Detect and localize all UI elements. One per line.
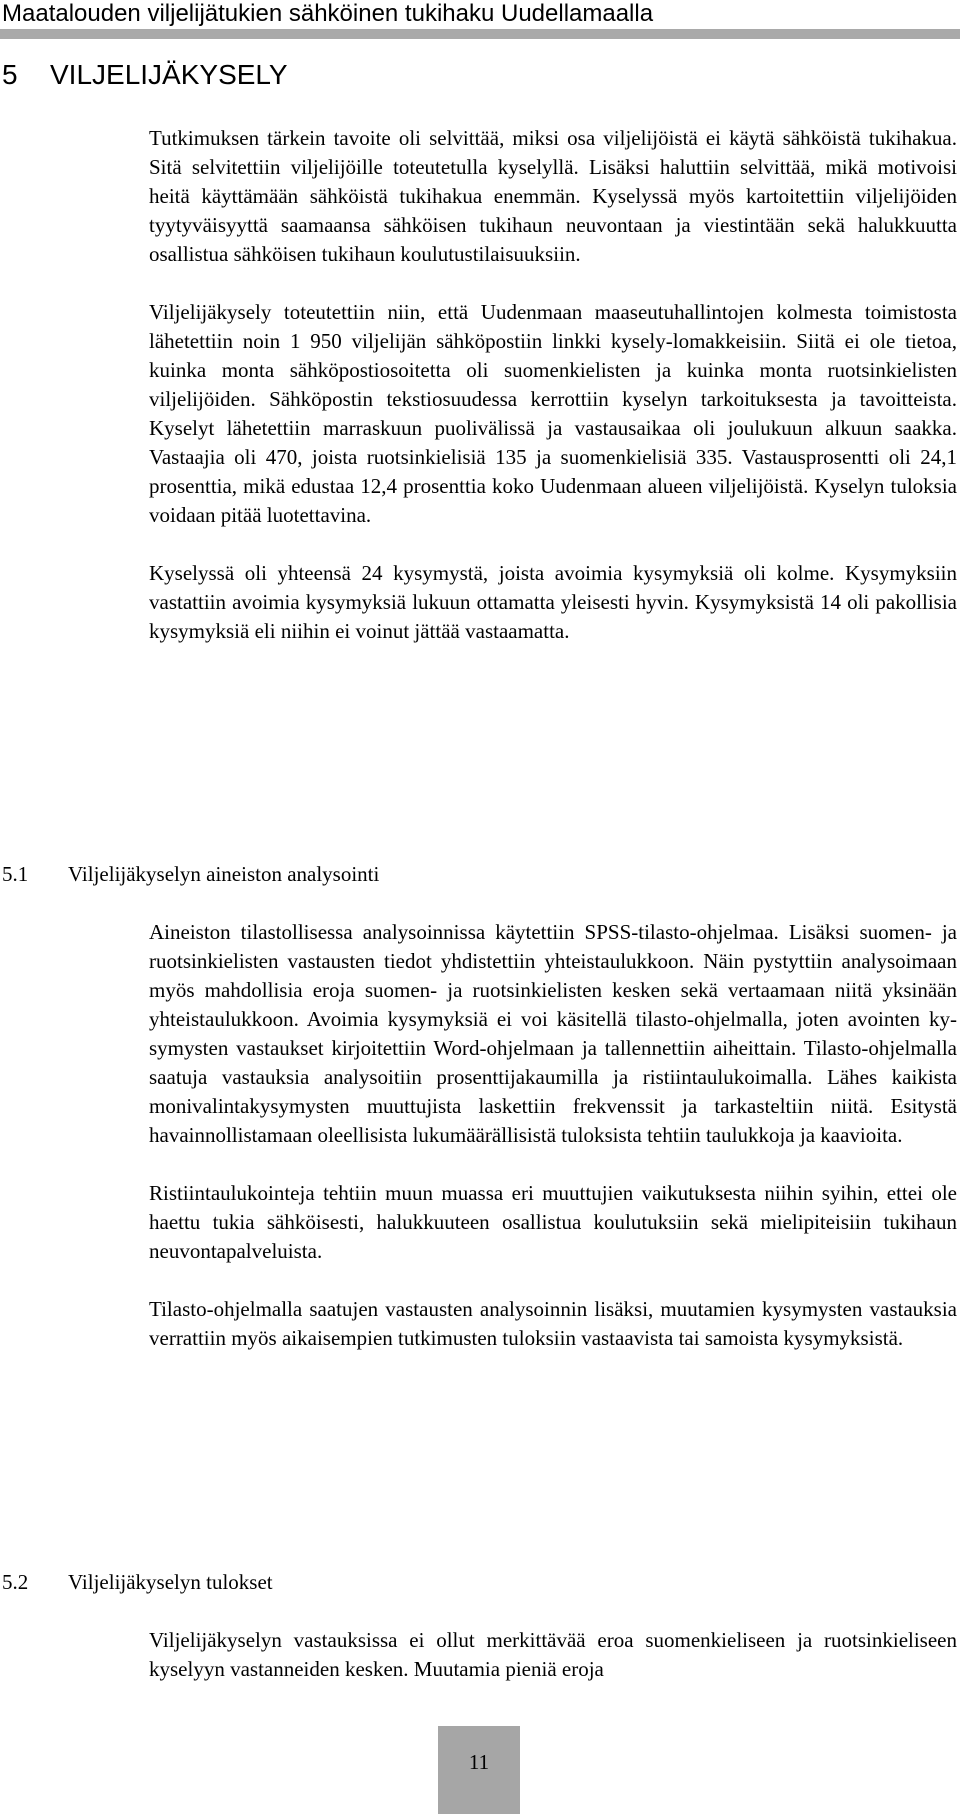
section-title: Viljelijäkyselyn aineiston analysointi xyxy=(68,862,380,886)
paragraph: Viljelijäkysely toteutettiin niin, että Uudenmaan maaseutuhallintojen kolmesta toimistosta lähetettiin noin 1 950 viljelijän sähköpostiin linkki kysely-lomakkeisiin. Siitä ei ole tietoa, kuinka monta sähköpostiosoitetta oli suomenkielisten ja kuinka monta ruotsinkielisten viljelijöiden. Sähköpostin tekstiosuudessa kerrottiin kyselyn tarkoituksesta ja tavoitteista. Kyselyt lähetettiin marraskuun puolivälissä ja vastausaikaa oli joulukuun alkuun saakka. Vastaajia oli 470, joista ruotsinkielisiä 135 ja suomenkielisiä 335. Vastausprosentti oli 24,1 prosenttia, mikä edustaa 12,4 prosenttia koko Uudenmaan alueen viljelijöistä. Kyselyn tuloksia voidaan pitää luotettavina. xyxy=(149,300,957,527)
paragraph: Kyselyssä oli yhteensä 24 kysymystä, joista avoimia kysymyksiä oli kolme. Kysymyksiin vastattiin avoimia kysymyksiä lukuun ottamatta yleisesti hyvin. Kysymyksistä 14 oli pakollisia kysymyksiä eli niihin ei voinut jättää vastaamatta. xyxy=(149,561,957,643)
paragraph: Ristiintaulukointeja tehtiin muun muassa eri muuttujien vaikutuksesta niihin syihin, ettei ole haettu tukia sähköisesti, halukkuuteen osallistua koulutuksiin sekä mielipiteisiin tukihaun neuvontapalveluista. xyxy=(149,1181,957,1263)
paragraph: Tilasto-ohjelmalla saatujen vastausten analysoinnin lisäksi, muutamien kysymysten vastauksia verrattiin myös aikaisempien tutkimusten tuloksiin vastaavista tai samoista kysymyksistä. xyxy=(149,1297,957,1350)
paragraph: Tutkimuksen tärkein tavoite oli selvittää, miksi osa viljelijöistä ei käytä sähköistä tukihakua. Sitä selvitettiin viljelijöille toteutetulla kyselyllä. Lisäksi haluttiin selvittää, mikä motivoisi heitä käyttämään sähköistä tukihakua enemmän. Kyselyssä myös kartoitettiin viljelijöiden tyytyväisyyttä saamaansa sähköisen tukihaun neuvontaan ja viestintään sekä halukkuutta osallistua sähköisen tukihaun koulutustilaisuuksiin. xyxy=(149,126,957,266)
section-number: 5.2 xyxy=(2,1570,29,1594)
chapter-title: VILJELIJÄKYSELY xyxy=(50,59,288,90)
page-number-box xyxy=(438,1726,520,1814)
chapter-intro xyxy=(149,124,957,646)
chapter-heading xyxy=(2,58,288,92)
section-heading-5-1 xyxy=(2,860,379,889)
header-rule xyxy=(0,29,960,39)
section-title: Viljelijäkyselyn tulokset xyxy=(68,1570,273,1594)
section-heading-5-2 xyxy=(2,1568,273,1597)
paragraph: Aineiston tilastollisessa analysoinnissa käytettiin SPSS-tilasto-ohjelmaa. Lisäksi suomen- ja ruotsinkielisten vastausten tiedot yhdistettiin yhteistaulukkoon. Näin pystyttiin analysoimaan myös mahdollisia eroja suomen- ja ruotsinkielisten kesken sekä vertaamaan niitä yksinään yhteistaulukkoon. Avoimia kysymyksiä ei voi käsitellä tilasto-ohjelmalla, joten avointen kysymysten vastaukset kirjoitettiin Word-ohjelmaan ja tallennettiin aiheittain. Tilasto-ohjelmalla saatuja vastauksia analysoitiin prosenttijakaumilla ja ristiintaulukoimalla. Lähes kaikista monivalintakysymysten muuttujista laskettiin frekvenssit ja tarkasteltiin niitä. Esitystä havainnollistamaan oleellisista lukumäärällisistä tuloksista tehtiin taulukkoja ja kaavioita. xyxy=(149,920,957,1147)
section-number: 5.1 xyxy=(2,862,29,886)
chapter-number: 5 xyxy=(2,59,18,90)
section-5-1-body xyxy=(149,918,957,1353)
running-header xyxy=(0,0,960,28)
document-title: Maatalouden viljelijätukien sähköinen tukihaku Uudellamaalla xyxy=(2,0,654,27)
section-5-2-body xyxy=(149,1626,957,1684)
page-number: 11 xyxy=(468,1750,490,1774)
paragraph: Viljelijäkyselyn vastauksissa ei ollut merkittävää eroa suomenkieliseen ja ruotsinkieliseen kyselyyn vastanneiden kesken. Muutamia pieniä eroja xyxy=(149,1628,957,1681)
